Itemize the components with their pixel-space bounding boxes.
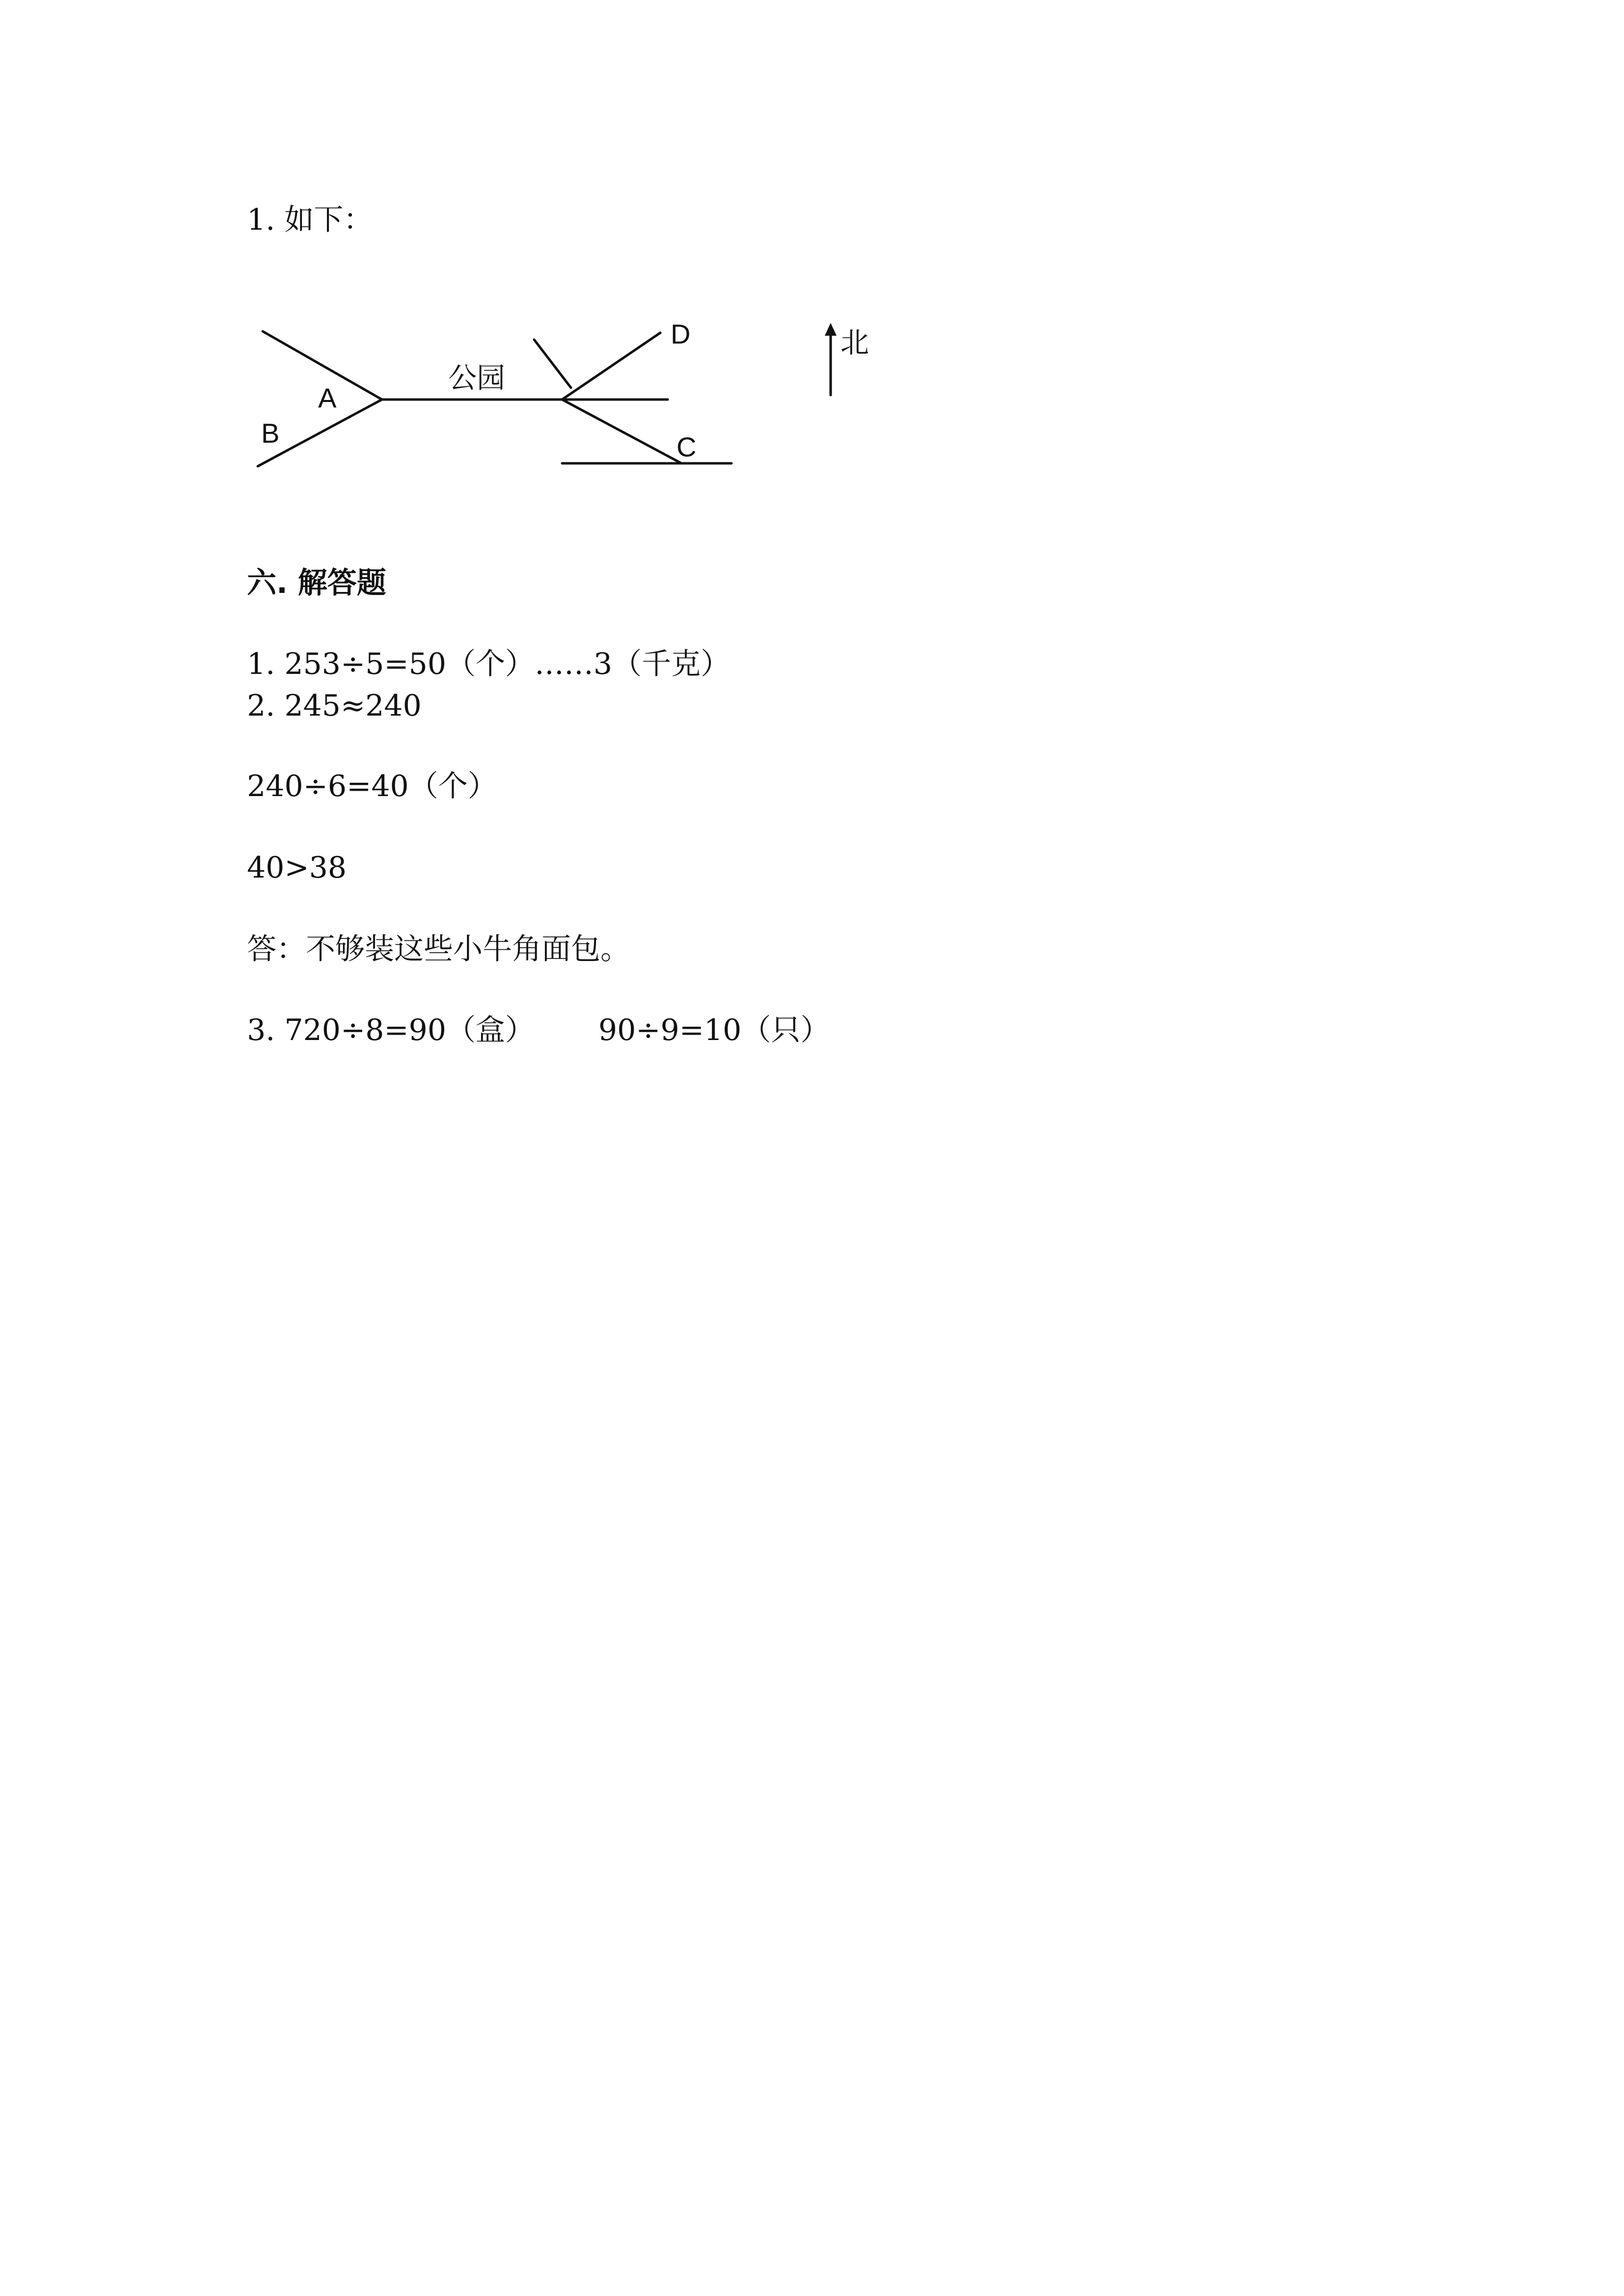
section-title: 六. 解答题 (247, 566, 386, 600)
road-branch-small (534, 340, 571, 388)
answer-q2-conclusion: 答：不够装这些小牛角面包。 (247, 932, 630, 966)
answer-q2-line1: 2. 245≈240 (247, 689, 422, 723)
label-d: D (671, 319, 691, 349)
road-to-d (562, 333, 660, 400)
direction-diagram (236, 294, 923, 491)
label-park: 公园 (448, 361, 506, 395)
answer-q2-line3: 40>38 (247, 851, 347, 885)
answer-q3 (247, 1011, 830, 1050)
answer-q3-part2: 90÷9=10（只） (598, 1013, 830, 1047)
north-arrow-icon (825, 323, 837, 336)
label-a: A (318, 382, 337, 413)
road-to-c (562, 400, 681, 463)
part-intro: 1. 如下： (247, 203, 373, 237)
label-north: 北 (840, 326, 869, 359)
answer-q3-part1: 3. 720÷8=90（盒） (247, 1013, 535, 1047)
answer-q1: 1. 253÷5=50（个）……3（千克） (247, 647, 731, 681)
label-c: C (677, 431, 697, 462)
label-b: B (261, 418, 280, 449)
answer-q2-line2: 240÷6=40（个） (247, 769, 497, 803)
